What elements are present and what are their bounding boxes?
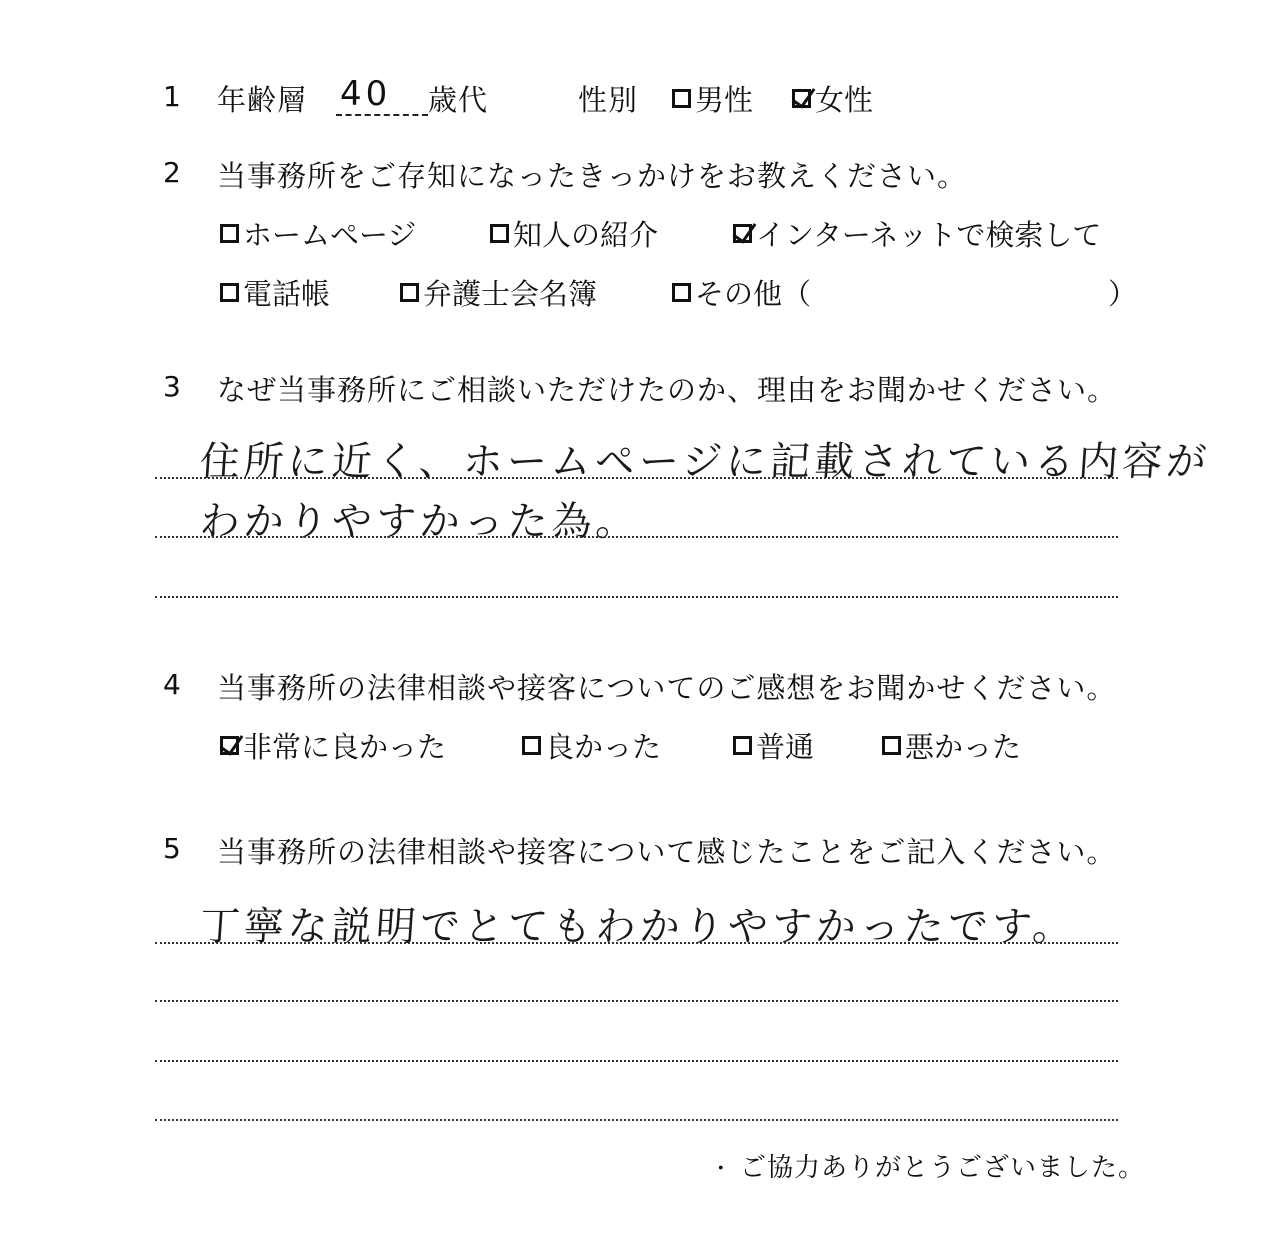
- q1-age-suffix: 歳代: [428, 83, 489, 117]
- q2-phonebook-label: 電話帳: [243, 277, 331, 311]
- q5-answer-line-1: 丁寧な説明でとてもわかりやすかったです。: [198, 904, 1079, 950]
- q3-answer-rule-2: [155, 536, 1118, 538]
- checkbox-homepage[interactable]: [220, 224, 239, 243]
- footer-dot: .: [716, 1142, 726, 1177]
- q1-age-underline: [336, 114, 428, 116]
- checkbox-phonebook[interactable]: [220, 283, 239, 302]
- q2-lawyer-list-label: 弁護士会名簿: [423, 277, 598, 311]
- q2-option-friend[interactable]: [490, 213, 658, 254]
- footer-thanks: ご協力ありがとうございました。: [740, 1153, 1146, 1183]
- checkbox-internet-checked[interactable]: [733, 224, 752, 243]
- q4-option-good[interactable]: [522, 725, 661, 766]
- q3-question: なぜ当事務所にご相談いただけたのか、理由をお聞かせください。: [217, 373, 1118, 407]
- q2-friend-label: 知人の紹介: [513, 218, 659, 252]
- checkbox-good[interactable]: [522, 736, 541, 755]
- checkbox-friend[interactable]: [490, 224, 509, 243]
- q1-gender-label: 性別: [578, 83, 639, 117]
- q2-option-phonebook[interactable]: [220, 272, 330, 313]
- checkbox-other[interactable]: [672, 283, 691, 302]
- checkbox-lawyer-list[interactable]: [400, 283, 419, 302]
- q3-answer-rule-1: [155, 477, 1118, 479]
- q3-answer-rule-3: [155, 596, 1118, 598]
- q5-number: 5: [163, 832, 181, 865]
- q4-normal-label: 普通: [756, 730, 815, 764]
- checkbox-very-good-checked[interactable]: [220, 736, 239, 755]
- q1-option-female[interactable]: [792, 78, 873, 119]
- q2-question: 当事務所をご存知になったきっかけをお教えください。: [217, 159, 968, 193]
- q1-age-value: 40: [340, 74, 392, 114]
- q2-option-other[interactable]: [672, 272, 811, 313]
- q5-answer-rule-2: [155, 1000, 1118, 1002]
- q3-number: 3: [163, 370, 181, 403]
- q5-answer-rule-3: [155, 1060, 1118, 1062]
- q4-option-normal[interactable]: [733, 725, 814, 766]
- q1-option-male[interactable]: [672, 78, 753, 119]
- q5-answer-rule-4: [155, 1119, 1118, 1121]
- checkbox-normal[interactable]: [733, 736, 752, 755]
- q2-option-internet[interactable]: [733, 213, 1101, 254]
- q1-male-label: 男性: [695, 83, 754, 117]
- checkbox-male[interactable]: [672, 89, 691, 108]
- checkbox-female-checked[interactable]: [792, 89, 811, 108]
- q4-question: 当事務所の法律相談や接客についてのご感想をお聞かせください。: [217, 671, 1117, 705]
- q1-female-label: 女性: [815, 83, 874, 117]
- q2-other-label: その他（: [695, 277, 812, 311]
- q2-number: 2: [163, 156, 181, 189]
- q4-option-very-good[interactable]: [220, 725, 446, 766]
- q1-number: 1: [163, 80, 181, 113]
- q4-good-label: 良かった: [545, 730, 662, 764]
- q2-internet-label: インターネットで検索して: [756, 218, 1102, 252]
- q2-option-homepage[interactable]: [220, 213, 416, 254]
- q4-number: 4: [163, 668, 181, 701]
- q2-option-lawyer-list[interactable]: [400, 272, 597, 313]
- q1-age-label: 年齢層: [217, 83, 308, 117]
- q4-bad-label: 悪かった: [905, 730, 1022, 764]
- q4-very-good-label: 非常に良かった: [243, 730, 447, 764]
- checkbox-bad[interactable]: [882, 736, 901, 755]
- q2-homepage-label: ホームページ: [243, 218, 417, 252]
- q5-answer-rule-1: [155, 942, 1118, 944]
- q5-question: 当事務所の法律相談や接客について感じたことをご記入ください。: [217, 835, 1117, 869]
- q3-answer-line-2: わかりやすかった為。: [198, 499, 642, 545]
- q2-other-close-paren: ）: [1108, 277, 1139, 311]
- q4-option-bad[interactable]: [882, 725, 1021, 766]
- q3-answer-line-1: 住所に近く、ホームページに記載されている内容が: [198, 439, 1212, 485]
